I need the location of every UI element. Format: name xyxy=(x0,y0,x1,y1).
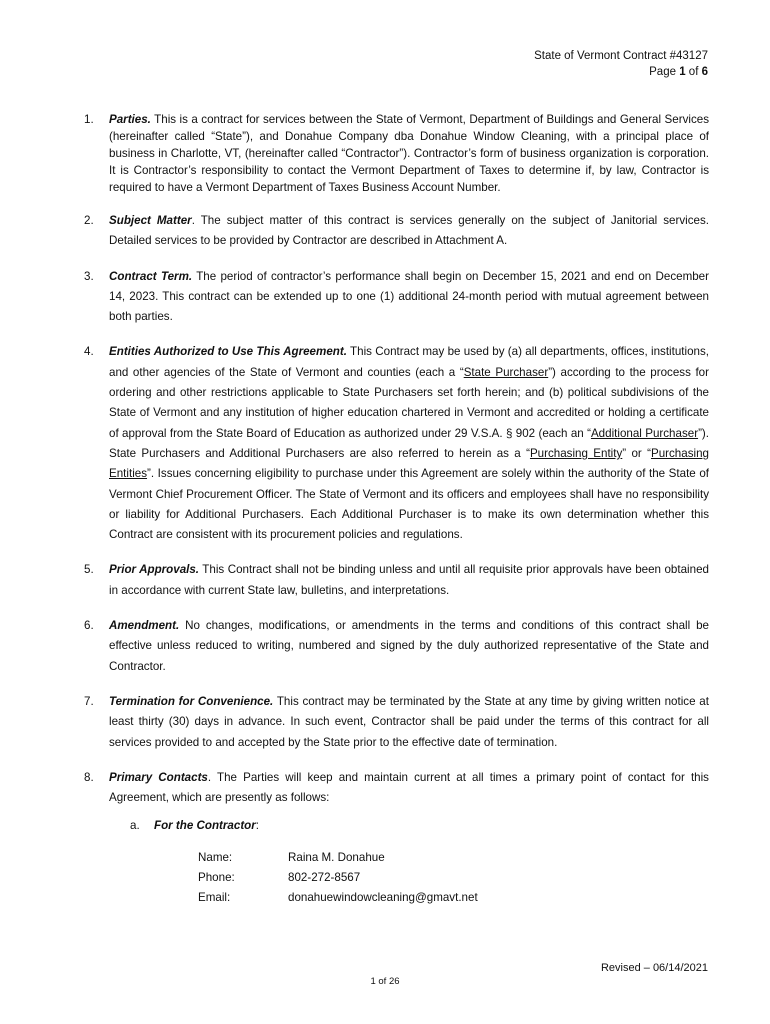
section-text: This contract may be terminated by the State at any time by giving written notice at least thirty (30) days in advance. In such event, Contractor shall be paid under the terms of this contract for all services provided to and accepted by the State prior to the effective date of termination. xyxy=(109,694,709,749)
contact-key: Email: xyxy=(198,891,231,905)
section-number: 1. xyxy=(84,113,94,126)
section-number: 3. xyxy=(84,269,94,283)
contact-email: donahuewindowcleaning@gmavt.net xyxy=(288,891,478,905)
section-text: This Contract shall not be binding unless and until all requisite prior approvals have been obtained in accordance with current State law, bulletins, and interpretations. xyxy=(109,563,709,597)
section-title: Amendment. xyxy=(109,619,180,633)
section-title: Contract Term. xyxy=(109,269,193,283)
contact-name: Raina M. Donahue xyxy=(288,851,385,865)
page-header xyxy=(534,48,708,80)
defined-term-state-purchaser: State Purchaser xyxy=(463,365,549,379)
section-text: ”. Issues concerning eligibility to purchase under this Agreement are solely within the authority of the State of Vermont Chief Procurement Officer. The State of Vermont and its officers and employees shall have no responsibility or liability for Additional Purchasers. Each Additional Purchaser is to make its own determination whether this Contract are consistent with its procurement policies and regulations. xyxy=(109,467,709,542)
section-text: This is a contract for services between the State of Vermont, Department of Buildings and General Services (hereinafter called “State”), and Donahue Company dba Donahue Window Cleaning, with a principal place of business in Charlotte, VT, (hereinafter called “Contractor”). Contractor’s form of business organization is corporation. It is Contractor’s responsibility to contact the Vermont Department of Taxes to determine if, by law, Contractor is required to have a Vermont Department of Taxes Business Account Number. xyxy=(109,113,709,194)
section-title: Entities Authorized to Use This Agreement. xyxy=(109,345,347,359)
contact-row-email xyxy=(198,888,709,908)
section-number: 4. xyxy=(84,345,94,359)
section-number: 5. xyxy=(84,563,94,577)
section-title: Subject Matter xyxy=(109,214,192,227)
section-text: ”) according to the process for ordering and other restrictions applicable to State Purchasers set forth herein; and (b) political subdivisions of the State of Vermont and any institution of higher education chartered in Vermont and accredited or holding a certificate of approval from the State Board of Education as authorized under 29 V.S.A. § 902 (each an “ xyxy=(109,365,709,440)
contact-key: Name: xyxy=(198,851,233,865)
contractor-contact-details xyxy=(198,848,709,908)
section-text: This Contract may be used by (a) all departments, offices, institutions, and other agencies of the State of Vermont and counties (each a “ xyxy=(109,345,709,379)
section-number: 8. xyxy=(84,770,94,784)
contact-key: Phone: xyxy=(198,871,235,885)
section-number: 7. xyxy=(84,694,94,708)
contract-number: State of Vermont Contract #43127 xyxy=(534,50,708,62)
contact-row-name xyxy=(198,848,709,868)
sub-item-colon: : xyxy=(255,819,260,833)
contract-body xyxy=(84,111,709,908)
section-entities-authorized xyxy=(84,342,709,545)
of-word: of xyxy=(688,66,699,78)
section-subject-matter xyxy=(84,211,709,252)
section-prior-approvals xyxy=(84,560,709,601)
section-amendment xyxy=(84,616,709,677)
defined-term-additional-purchaser: Additional Purchaser xyxy=(590,426,699,440)
section-title: Termination for Convenience. xyxy=(109,694,274,708)
section-primary-contacts xyxy=(84,768,709,809)
section-number: 6. xyxy=(84,619,94,633)
section-number: 2. xyxy=(84,214,94,227)
section-text: ” or “ xyxy=(622,446,651,460)
section-text: The period of contractor’s performance shall begin on December 15, 2021 and end on December 14, 2023. This contract can be extended up to one (1) additional 24-month period with mutual agreement between both parties. xyxy=(109,269,709,324)
contact-row-phone xyxy=(198,868,709,888)
section-title: Parties. xyxy=(109,113,151,126)
contact-phone: 802-272-8567 xyxy=(288,871,361,885)
page-word: Page xyxy=(649,66,676,78)
revision-date: Revised – 06/14/2021 xyxy=(600,962,708,974)
page-count: 1 of 26 xyxy=(370,976,400,987)
sub-item-title: For the Contractor xyxy=(154,819,256,833)
section-text: . The Parties will keep and maintain current at all times a primary point of contact for this Agreement, which are presently as follows: xyxy=(109,770,709,805)
page-indicator xyxy=(534,64,708,80)
page-total: 6 xyxy=(701,66,708,78)
section-parties xyxy=(84,111,709,196)
section-text: . The subject matter of this contract is services generally on the subject of Janitorial services. Detailed services to be provided by Contractor are described in Attachment A. xyxy=(109,214,709,248)
defined-term-purchasing-entities: Purchasing Entities xyxy=(109,446,709,481)
section-text: No changes, modifications, or amendments in the terms and conditions of this contract shall be effective unless reduced to writing, numbered and signed by the duly authorized representative of the State and Contractor. xyxy=(109,619,709,673)
section-title: Prior Approvals. xyxy=(109,563,200,577)
section-contract-term xyxy=(84,267,709,328)
section-title: Primary Contacts xyxy=(109,770,208,784)
section-text: ”). State Purchasers and Additional Purchasers are also referred to herein as a “ xyxy=(109,426,710,460)
defined-term-purchasing-entity: Purchasing Entity xyxy=(529,446,623,460)
page-number: 1 xyxy=(679,66,686,78)
section-termination xyxy=(84,692,709,753)
sub-item-label: a. xyxy=(130,819,140,833)
contractor-contact-heading xyxy=(84,816,709,836)
